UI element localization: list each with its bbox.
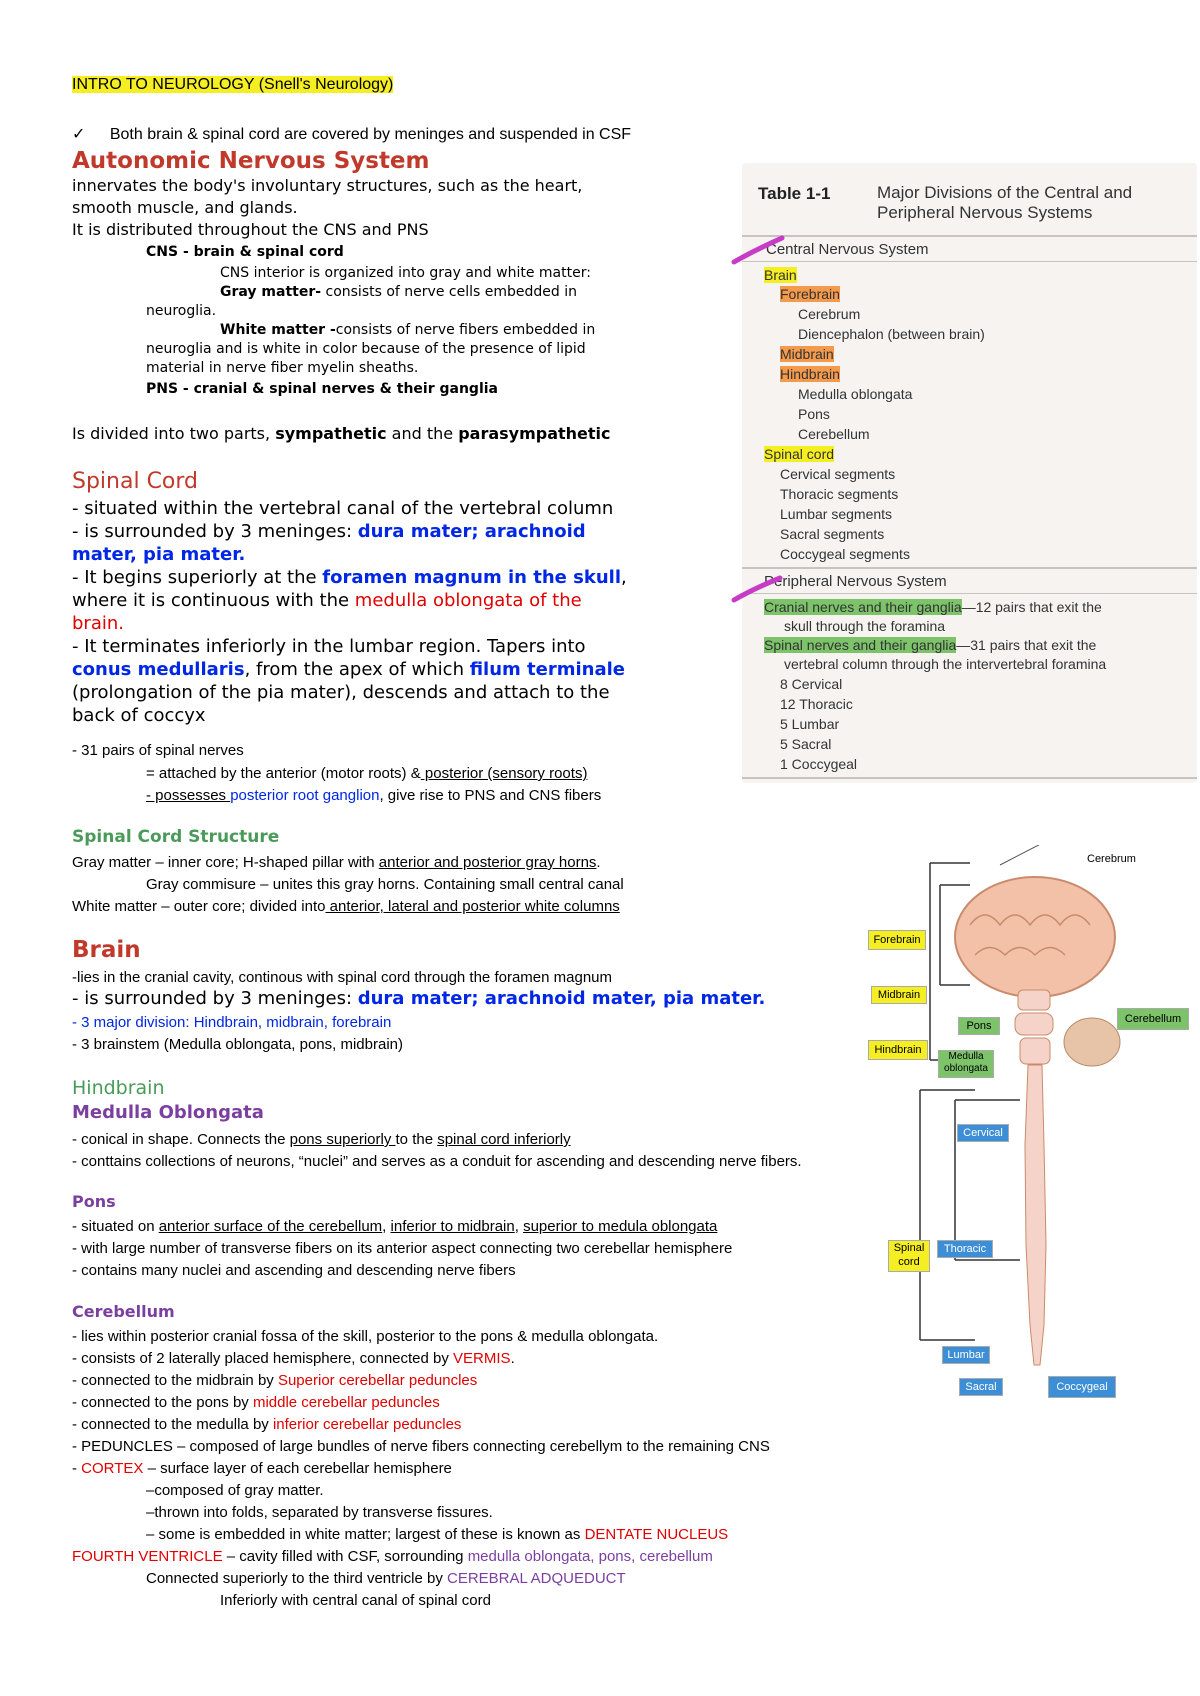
cerebellum-l2: - consists of 2 laterally placed hemisphere, connected by VERMIS. bbox=[72, 1350, 515, 1367]
spinal-l1: - situated within the vertebral canal of the vertebral column bbox=[72, 498, 614, 519]
spinal-l9: (prolongation of the pia mater), descends and attach to the bbox=[72, 682, 610, 703]
table-cervical: Cervical segments bbox=[780, 466, 896, 482]
table-cns: Central Nervous System bbox=[766, 241, 929, 258]
fig-cerebellum-label: Cerebellum bbox=[1117, 1008, 1189, 1030]
fig-hindbrain-label: Hindbrain bbox=[868, 1040, 928, 1060]
table-divider bbox=[742, 235, 1197, 237]
table-image bbox=[742, 163, 1197, 783]
cerebellum-heading: Cerebellum bbox=[72, 1302, 175, 1321]
ans-gray: Gray matter- consists of nerve cells embedded in bbox=[220, 284, 577, 300]
table-divider bbox=[742, 593, 1197, 594]
structure-l3: White matter – outer core; divided into anterior, lateral and posterior white columns bbox=[72, 898, 620, 915]
fig-thoracic-label: Thoracic bbox=[937, 1240, 993, 1258]
cerebellum-l4: - connected to the pons by middle cerebellar peduncles bbox=[72, 1394, 440, 1411]
spinal-l8: conus medullaris, from the apex of which filum terminale bbox=[72, 659, 626, 680]
fig-coccygeal-label: Coccygeal bbox=[1048, 1376, 1116, 1398]
cerebellum-l11: FOURTH VENTRICLE – cavity filled with CSF, sorrounding medulla oblongata, pons, cerebellum bbox=[72, 1548, 713, 1565]
table-spinal-2: vertebral column through the intervertebral foramina bbox=[784, 656, 1107, 672]
pen-mark bbox=[730, 228, 790, 268]
structure-l1: Gray matter – inner core; H-shaped pillar with anterior and posterior gray horns. bbox=[72, 854, 601, 871]
cerebellum-l7: - CORTEX – surface layer of each cerebellar hemisphere bbox=[72, 1460, 452, 1477]
table-divider bbox=[742, 567, 1197, 569]
ans-p3: It is distributed throughout the CNS and PNS bbox=[72, 220, 429, 239]
table-pns: Peripheral Nervous System bbox=[764, 573, 947, 590]
fig-cervical-label: Cervical bbox=[957, 1124, 1009, 1142]
table-spinal-nerves: Spinal nerves and their ganglia—31 pairs that exit the bbox=[764, 637, 1097, 653]
pons-l3: - contains many nuclei and ascending and descending nerve fibers bbox=[72, 1262, 516, 1279]
spinal-cord-shape bbox=[1025, 1065, 1046, 1365]
pons-l2: - with large number of transverse fibers on its anterior aspect connecting two cerebellar hemisphere bbox=[72, 1240, 733, 1257]
ans-white-2: neuroglia and is white in color because of the presence of lipid bbox=[146, 341, 586, 357]
spinal-l6: brain. bbox=[72, 613, 124, 634]
cerebellum-l5: - connected to the medulla by inferior cerebellar peduncles bbox=[72, 1416, 462, 1433]
check-line: ✓ Both brain & spinal cord are covered by meninges and suspended in CSF bbox=[72, 126, 632, 143]
table-cranial: Cranial nerves and their ganglia—12 pairs that exit the bbox=[764, 599, 1102, 615]
midbrain-shape bbox=[1018, 990, 1050, 1010]
table-sacral: Sacral segments bbox=[780, 526, 885, 542]
fig-medulla-label: Medulla oblongata bbox=[938, 1050, 994, 1078]
cerebellum-l1: - lies within posterior cranial fossa of the skill, posterior to the pons & medulla oblongata. bbox=[72, 1328, 659, 1345]
table-midbrain: Midbrain bbox=[780, 346, 834, 362]
ans-cns-interior: CNS interior is organized into gray and white matter: bbox=[220, 265, 591, 281]
ans-heading: Autonomic Nervous System bbox=[72, 148, 430, 174]
table-forebrain: Forebrain bbox=[780, 286, 840, 302]
table-cerebrum: Cerebrum bbox=[798, 306, 861, 322]
spinal-l4: - It begins superiorly at the foramen magnum in the skull, bbox=[72, 567, 627, 588]
fig-forebrain-label: Forebrain bbox=[868, 930, 926, 950]
fig-midbrain-label: Midbrain bbox=[871, 986, 927, 1004]
table-n4: 5 Sacral bbox=[780, 736, 832, 752]
spinal-l7: - It terminates inferiorly in the lumbar region. Tapers into bbox=[72, 636, 586, 657]
table-caption-1: Major Divisions of the Central and bbox=[877, 183, 1133, 202]
table-hindbrain: Hindbrain bbox=[780, 366, 840, 382]
ans-gray-2: neuroglia. bbox=[146, 303, 217, 319]
cns-figure bbox=[860, 845, 1200, 1405]
cerebellum-l3: - connected to the midbrain by Superior cerebellar peduncles bbox=[72, 1372, 478, 1389]
table-brain: Brain bbox=[764, 267, 797, 283]
pons-heading: Pons bbox=[72, 1192, 116, 1211]
fig-cerebrum-label: Cerebrum bbox=[1087, 853, 1136, 865]
table-n2: 12 Thoracic bbox=[780, 696, 853, 712]
fig-sacral-label: Sacral bbox=[959, 1378, 1003, 1396]
ans-white: White matter -consists of nerve fibers embedded in bbox=[220, 322, 596, 338]
table-thoracic: Thoracic segments bbox=[780, 486, 899, 502]
fig-pons-label: Pons bbox=[958, 1017, 1000, 1035]
table-spinal: Spinal cord bbox=[764, 446, 835, 462]
table-n1: 8 Cervical bbox=[780, 676, 843, 692]
table-divider bbox=[742, 777, 1197, 779]
spinal-l12: = attached by the anterior (motor roots) & posterior (sensory roots) bbox=[146, 765, 588, 782]
medulla-l1: - conical in shape. Connects the pons superiorly to the spinal cord inferiorly bbox=[72, 1131, 571, 1148]
check-icon: ✓ bbox=[72, 126, 86, 143]
brain-l2: - is surrounded by 3 meninges: dura mater; arachnoid mater, pia mater. bbox=[72, 988, 766, 1009]
cerebellum-l8: –composed of gray matter. bbox=[146, 1482, 324, 1499]
cerebellum-l13: Inferiorly with central canal of spinal cord bbox=[220, 1592, 491, 1609]
brain-l3: - 3 major division: Hindbrain, midbrain, forebrain bbox=[72, 1014, 392, 1031]
brain-heading: Brain bbox=[72, 937, 141, 963]
table-diencephalon: Diencephalon (between brain) bbox=[798, 326, 985, 342]
ans-divided: Is divided into two parts, sympathetic and the parasympathetic bbox=[72, 424, 611, 443]
brain-l1: -lies in the cranial cavity, continous with spinal cord through the foramen magnum bbox=[72, 969, 612, 986]
spinal-heading: Spinal Cord bbox=[72, 469, 199, 494]
cerebellum-l12: Connected superiorly to the third ventricle by CEREBRAL ADQUEDUCT bbox=[146, 1570, 626, 1587]
spinal-l3: mater, pia mater. bbox=[72, 544, 246, 565]
pen-mark bbox=[730, 570, 790, 610]
table-label: Table 1-1 bbox=[758, 184, 831, 203]
structure-heading: Spinal Cord Structure bbox=[72, 827, 280, 847]
cerebellum-l10: – some is embedded in white matter; largest of these is known as DENTATE NUCLEUS bbox=[146, 1526, 729, 1543]
medulla-l2: - conttains collections of neurons, “nuclei” and serves as a conduit for ascending and descending nerve fibers. bbox=[72, 1153, 802, 1170]
spinal-l10: back of coccyx bbox=[72, 705, 206, 726]
fig-spinal-label: Spinal cord bbox=[888, 1240, 930, 1272]
medulla-shape bbox=[1020, 1038, 1050, 1064]
table-coccygeal: Coccygeal segments bbox=[780, 546, 910, 562]
ans-white-3: material in nerve fiber myelin sheaths. bbox=[146, 360, 419, 376]
table-lumbar: Lumbar segments bbox=[780, 506, 893, 522]
table-cranial-2: skull through the foramina bbox=[784, 618, 946, 634]
spinal-l2: - is surrounded by 3 meninges: dura mater; arachnoid bbox=[72, 521, 586, 542]
medulla-heading: Medulla Oblongata bbox=[72, 1102, 264, 1123]
fig-lumbar-label: Lumbar bbox=[942, 1346, 990, 1364]
cerebellum-l6: - PEDUNCLES – composed of large bundles of nerve fibers connecting cerebellym to the remaining CNS bbox=[72, 1438, 770, 1455]
hindbrain-heading: Hindbrain bbox=[72, 1077, 165, 1099]
table-divider bbox=[742, 261, 1197, 262]
cerebrum-shape bbox=[955, 877, 1115, 997]
pons-shape bbox=[1015, 1013, 1053, 1035]
spinal-l13: - possesses posterior root ganglion, give rise to PNS and CNS fibers bbox=[146, 787, 602, 804]
table-n3: 5 Lumbar bbox=[780, 716, 840, 732]
pons-l1: - situated on anterior surface of the cerebellum, inferior to midbrain, superior to medula oblongata bbox=[72, 1218, 718, 1235]
page-title: INTRO TO NEUROLOGY (Snell's Neurology) bbox=[72, 76, 394, 93]
ans-pns: PNS - cranial & spinal nerves & their ganglia bbox=[146, 381, 498, 397]
table-pons: Pons bbox=[798, 406, 830, 422]
table-cerebellum: Cerebellum bbox=[798, 426, 870, 442]
table-n5: 1 Coccygeal bbox=[780, 756, 858, 772]
ans-cns: CNS - brain & spinal cord bbox=[146, 244, 344, 260]
table-caption-2: Peripheral Nervous Systems bbox=[877, 203, 1093, 222]
brain-l4: - 3 brainstem (Medulla oblongata, pons, midbrain) bbox=[72, 1036, 404, 1053]
ans-p2: smooth muscle, and glands. bbox=[72, 198, 298, 217]
spinal-l11: - 31 pairs of spinal nerves bbox=[72, 742, 244, 759]
ans-p1: innervates the body's involuntary structures, such as the heart, bbox=[72, 176, 583, 195]
cerebellum-shape bbox=[1064, 1018, 1120, 1066]
spinal-l5: where it is continuous with the medulla oblongata of the bbox=[72, 590, 582, 611]
cerebellum-l9: –thrown into folds, separated by transverse fissures. bbox=[146, 1504, 493, 1521]
table-medulla: Medulla oblongata bbox=[798, 386, 913, 402]
structure-l2: Gray commisure – unites this gray horns. Containing small central canal bbox=[146, 876, 624, 893]
